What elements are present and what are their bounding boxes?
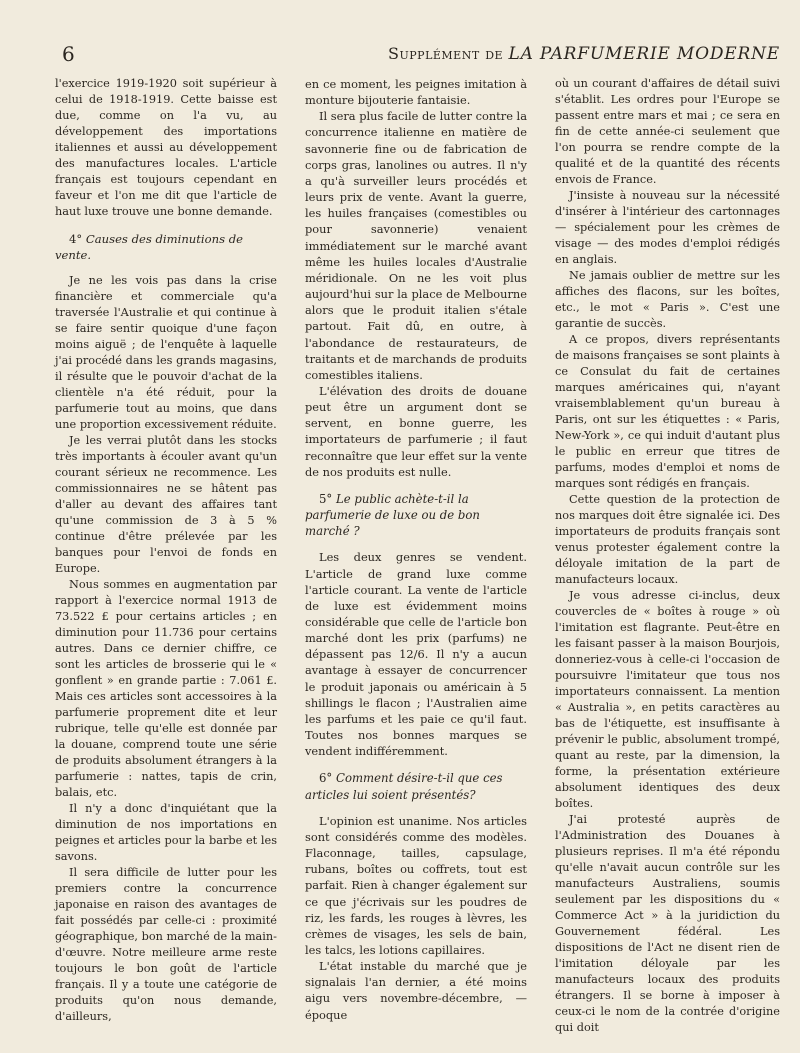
section-title: Causes des diminutions de vente. — [55, 232, 243, 262]
paragraph: l'exercice 1919-1920 soit supérieur à celui de 1918-1919. Cette baisse est due, comme on l'a vu, au développement des importations italiennes et aussi au développement des manufactures locales. L'article français est toujours cependant en faveur et l'on me dit que l'article de haut luxe trouve une bonne demande. — [55, 77, 277, 218]
paragraph: Les deux genres se vendent. L'article de grand luxe comme l'article courant. La vente de l'article de luxe est évidemment moins considérable que celle de l'article bon marché dont les prix (parfums) ne dépassent pas 12/6. Il n'y a aucun avantage à essayer de concurrencer le produit japonais ou américain à 5 shillings le flacon ; l'Australien aime les parfums et les paie ce qu'il faut. Toutes nos bonnes marques se vendent indifféremment. — [305, 550, 527, 759]
paragraph: L'état instable du marché que je signalais l'an dernier, a été moins aigu vers novembre-décembre, — époque — [305, 959, 527, 1022]
column-3 — [555, 76, 780, 1036]
paragraph: Cette question de la protection de nos marques doit être signalée ici. Des importateurs de produits français sont venus protester également contre la déloyale imitation de la part de manufacteurs locaux. — [555, 493, 780, 586]
paragraph: J'insiste à nouveau sur la nécessité d'insérer à l'intérieur des cartonnages — spécialement pour les crèmes de visage — des modes d'emploi rédigés en anglais. — [555, 189, 780, 266]
supplement-label: Supplément de — [388, 44, 504, 63]
column-1 — [55, 76, 277, 1025]
paragraph: Ne jamais oublier de mettre sur les affiches des flacons, sur les boîtes, etc., le mot « Paris ». C'est une garantie de succès. — [555, 269, 780, 330]
paragraph: Il n'y a donc d'inquiétant que la diminution de nos importations en peignes et articles pour la barbe et les savons. — [55, 802, 277, 863]
section-number: 4° — [69, 232, 83, 246]
paragraph: J'ai protesté auprès de l'Administration des Douanes à plusieurs reprises. Il m'a été répondu qu'elle n'avait aucun contrôle sur les manufacteurs Australiens, soumis seulement par les dispositions du « Commerce Act » à la juridiction du Gouvernement fédéral. Les dispositions de l'Act ne disent rien de l'imitation déloyale par les manufacteurs locaux des produits étrangers. Il se borne à imposer à ceux-ci le nom de la contrée d'origine qui doit — [555, 813, 780, 1034]
section-heading — [55, 231, 277, 263]
paragraph: où un courant d'affaires de détail suivi s'établit. Les ordres pour l'Europe se passent entre mars et mai ; ce sera en fin de cette année-ci seulement que l'on pourra se rendre compte de la qualité et de la quantité des récents envois de France. — [555, 77, 780, 186]
paragraph: Je vous adresse ci-inclus, deux couvercles de « boîtes à rouge » où l'imitation est flagrante. Peut-être en les faisant passer à la maison Bourjois, donneriez-vous à celle-ci l'occasion de poursuivre l'imitateur que tous nos importateurs connaissent. La mention « Australia », en petits caractères au bas de l'étiquette, est insuffisante à prévenir le public, absolument trompé, quant au reste, par la dimension, la forme, la présentation extérieure absolument identiques des deux boîtes. — [555, 589, 780, 810]
section-heading — [305, 770, 527, 802]
section-title: Le public achète-t-il la parfumerie de luxe ou de bon marché ? — [305, 491, 480, 539]
paragraph: L'opinion est unanime. Nos articles sont considérés comme des modèles. Flaconnage, tailles, capsulage, rubans, boîtes ou coffrets, tout est parfait. Rien à changer également sur ce que j'écrivais sur les poudres de riz, les fards, les rouges à lèvres, les crèmes de visages, les sels de bain, les talcs, les lotions capillaires. — [305, 813, 527, 957]
section-title: Comment désire-t-il que ces articles lui soient présentés? — [305, 771, 503, 802]
section-heading — [305, 491, 527, 539]
running-head — [388, 44, 780, 64]
paragraph: en ce moment, les peignes imitation à monture bijouterie fantaisie. — [305, 77, 527, 108]
paragraph: Il sera plus facile de lutter contre la concurrence italienne en matière de savonnerie fine ou de fabrication de corps gras, lanolines ou autres. Il n'y a qu'à surveiller leurs procédés et leurs prix de vente. Avant la guerre, les huiles françaises (comestibles ou pour savonnerie) venaient immédiatement sur le marché avant même les huiles locales d'Australie méridionale. On ne les voit plus aujourd'hui sur la place de Melbourne alors que le produit italien s'étale partout. Fait dû, en outre, à l'abondance de restaurateurs, de traitants et de marchands de produits comestibles italiens. — [305, 109, 527, 382]
section-number: 5° — [319, 491, 333, 506]
paragraph: Nous sommes en augmentation par rapport à l'exercice normal 1913 de 73.522 £ pour certains articles ; en diminution pour 11.736 pour certains autres. Dans ce dernier chiffre, ce sont les articles de brosserie qui le « gonflent » en grande partie : 7.061 £. Mais ces articles sont accessoires à la parfumerie proprement dite et leur rubrique, telle qu'elle est donnée par la douane, comprend toute une série de produits absolument étrangers à la parfumerie : nattes, tapis de crin, balais, etc. — [55, 578, 277, 799]
paragraph: Il sera difficile de lutter pour les premiers contre la concurrence japonaise en raison des avantages de fait possédés par celle-ci : proximité géographique, bon marché de la main-d'œuvre. Notre meilleure arme reste toujours le bon goût de l'article français. Il y a toute une catégorie de produits qu'on nous demande, d'ailleurs, — [55, 866, 277, 1023]
paragraph: Je ne les vois pas dans la crise financière et commerciale qu'a traversée l'Australie et qui continue à se faire sentir quoique d'une façon moins aiguë ; de l'enquête à laquelle j'ai procédé dans les grands magasins, il résulte que le pouvoir d'achat de la clientèle n'a été réduit, pour la parfumerie tout au moins, que dans une proportion excessivement réduite. — [55, 274, 277, 431]
page-header — [0, 38, 800, 72]
section-number: 6° — [319, 771, 333, 786]
paragraph: A ce propos, divers représentants de maisons françaises se sont plaints à ce Consulat du fait de certaines marques américaines qui, n'ayant vraisemblablement qu'un bureau à Paris, ont sur les étiquettes : « Paris, New-York », ce qui induit d'autant plus le public en erreur que titres de parfums, modes d'emploi et noms de marques sont rédigés en français. — [555, 333, 780, 490]
journal-title: LA PARFUMERIE MODERNE — [508, 44, 780, 64]
column-2 — [305, 76, 527, 1023]
paragraph: L'élévation des droits de douane peut être un argument dont se servent, en bonne guerre, les importateurs de parfumerie ; il faut reconnaître que leur effet sur la vente de nos produits est nulle. — [305, 383, 527, 479]
paragraph: Je les verrai plutôt dans les stocks très importants à écouler avant qu'un courant sérieux ne recommence. Les commissionnaires ne se hâtent pas d'aller au devant des affaires tant qu'une commission de 3 à 5 % continue d'être prélevée par les banques pour l'envoi de fonds en Europe. — [55, 434, 277, 575]
page-number: 6 — [62, 42, 75, 66]
